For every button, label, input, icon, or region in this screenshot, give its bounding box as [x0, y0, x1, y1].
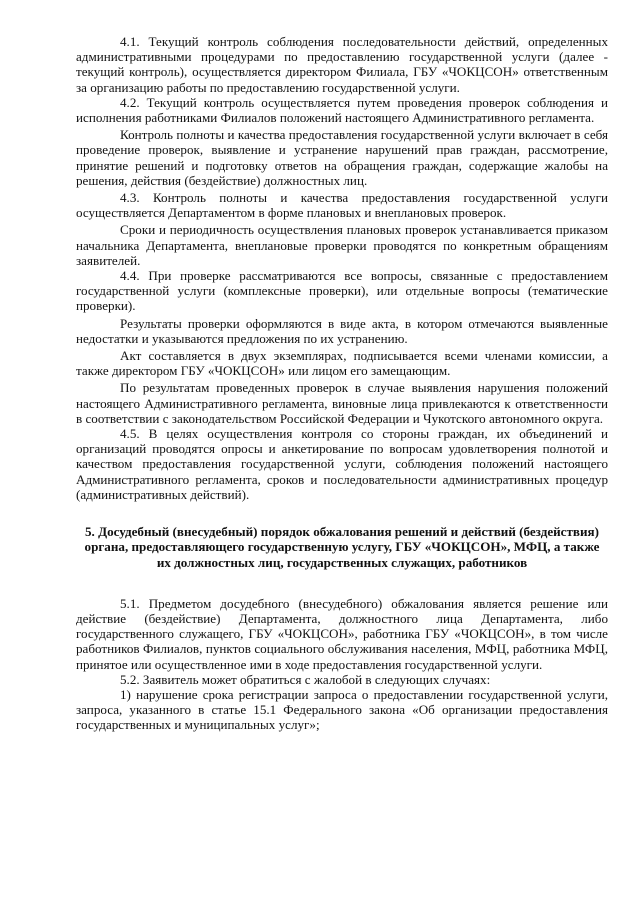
paragraph-inspection-results: Результаты проверки оформляются в виде акта, в котором отмечаются выявленные недостатки и указываются предложения по их устранению. [76, 315, 608, 346]
paragraph-5-2: 5.2. Заявитель может обратиться с жалобой в следующих случаях: [120, 671, 491, 687]
paragraph-4-2: 4.2. Текущий контроль осуществляется путем проведения проверок соблюдения и исполнения работниками Филиалов положений настоящего Административного регламента. [76, 94, 608, 126]
paragraph-inspection-terms: Сроки и периодичность осуществления плановых проверок устанавливается приказом начальника Департамента, внеплановые проверки проводятся по конкретным обращениям заявителей. [76, 222, 608, 268]
section-5-heading: 5. Досудебный (внесудебный) порядок обжалования решений и действий (бездействия) органа, предоставляющего государственную услугу, ГБУ «ЧОКЦСОН», МФЦ, а также их должностных лиц, государственных служащих, работников [84, 524, 600, 570]
paragraph-act-copies: Акт составляется в двух экземплярах, подписывается всеми членами комиссии, а также директором ГБУ «ЧОКЦСОН» или лицом его замещающим. [76, 348, 608, 379]
paragraph-5-1: 5.1. Предметом досудебного (внесудебного) обжалования является решение или действие (бездействие) Департамента, должностного лица Департамента, либо государственного служащего, ГБУ «ЧОКЦСОН», работника ГБУ «ЧОКЦСОН», в том числе работников Филиалов, пунктов социального обслуживания населения, МФЦ, работника МФЦ, принятое или осуществленное ими в ходе предоставления государственной услуги. [76, 595, 608, 672]
paragraph-4-4: 4.4. При проверке рассматриваются все вопросы, связанные с предоставлением государственной услуги (комплексные проверки), или отдельные вопросы (тематические проверки). [76, 268, 608, 314]
paragraph-4-3: 4.3. Контроль полноты и качества предоставления государственной услуги осуществляется Департаментом в форме плановых и внеплановых проверок. [76, 190, 608, 221]
paragraph-control-scope: Контроль полноты и качества предоставления государственной услуги включает в себя проведение проверок, выявление и устранение нарушений прав граждан, рассмотрение, принятие решений и подготовку ответов на обращения граждан, содержащие жалобы на решения, действия (бездействие) должностных лиц. [76, 127, 608, 188]
paragraph-liability: По результатам проведенных проверок в случае выявления нарушения положений настоящего Административного регламента, виновные лица привлекаются к ответственности в соответствии с законодательством Российской Федерации и Чукотского автономного округа. [76, 380, 608, 426]
paragraph-4-1: 4.1. Текущий контроль соблюдения последовательности действий, определенных административными процедурами по предоставлению государственной услуги (далее - текущий контроль), осуществляется директором Филиала, ГБУ «ЧОКЦСОН» ответственным за организацию работы по предоставлению государственной услуги. [76, 34, 608, 95]
section-4-body [76, 34, 608, 502]
section-5-body [76, 596, 608, 733]
paragraph-5-2-item-1: 1) нарушение срока регистрации запроса о предоставлении государственной услуги, запроса, указанного в статье 15.1 Федерального закона «Об организации предоставления государственных и муниципальных услуг»; [76, 686, 608, 733]
paragraph-4-5: 4.5. В целях осуществления контроля со стороны граждан, их объединений и организаций проводятся опросы и анкетирование по вопросам удовлетворения полнотой и качеством предоставления государственной услуги, соблюдения положений настоящего Административного регламента, сроков и последовательности административных процедур (административных действий). [76, 426, 608, 502]
